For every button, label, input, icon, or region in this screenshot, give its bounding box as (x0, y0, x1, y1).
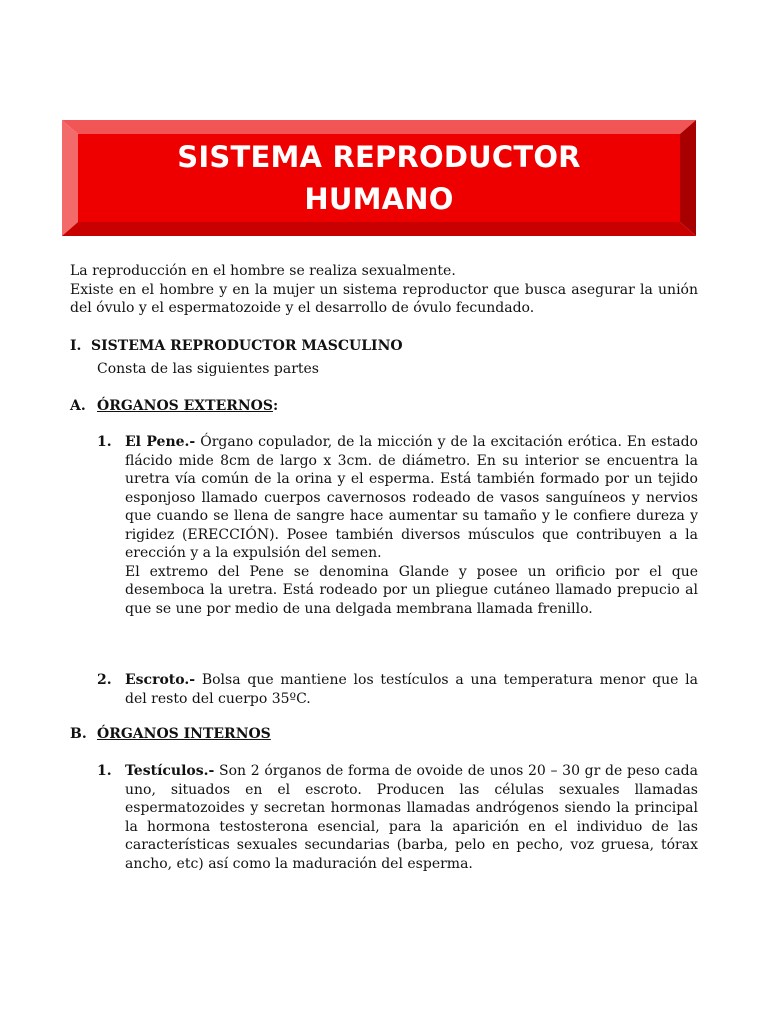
subheading-suffix: : (272, 398, 279, 414)
list-item-body (125, 433, 698, 618)
intro-line-1: La reproducción en el hombre se realiza sexualmente. (70, 263, 456, 279)
list-item-body (125, 671, 698, 708)
list-item-term: Escroto.- (125, 672, 196, 688)
list-item-paragraph (125, 433, 698, 563)
list-item-pene (97, 433, 698, 618)
list-item-testiculos (97, 762, 698, 873)
title-banner (62, 120, 696, 236)
list-item-body (125, 762, 698, 873)
list-item-text: Son 2 órganos de forma de ovoide de unos 20 – 30 gr de peso cada uno, situados en el escroto. Producen las células sexuales llamadas espermatozoides y secretan hormonas llamadas andrógenos siendo la principal la hormona testosterona esencial, para la aparición en el individuo de las características sexuales secundarias (barba, pelo en pecho, voz gruesa, tórax ancho, etc) así como la maduración del esperma. (125, 763, 698, 872)
intro-paragraph (70, 262, 698, 318)
list-item-number: 2. (97, 672, 112, 688)
list-item-number: 1. (97, 434, 112, 450)
page-title-line-2: HUMANO (304, 182, 454, 216)
subheading-organos-externos (70, 397, 278, 416)
list-item-number: 1. (97, 763, 112, 779)
list-item-paragraph (125, 671, 698, 708)
banner-bevel-left (62, 120, 78, 236)
subheading-title: ÓRGANOS INTERNOS (97, 726, 271, 742)
subheading-title: ÓRGANOS EXTERNOS (97, 398, 273, 414)
subheading-organos-internos (70, 725, 271, 744)
page-title (78, 134, 680, 222)
section-heading-masculino (70, 337, 403, 356)
subheading-letter: A. (70, 398, 86, 414)
list-item-paragraph (125, 762, 698, 873)
banner-bevel-bottom (62, 222, 696, 236)
section-number: I. (70, 338, 82, 354)
list-item-term: Testículos.- (125, 763, 215, 779)
section-title: SISTEMA REPRODUCTOR MASCULINO (91, 338, 403, 354)
list-item-term: El Pene.- (125, 434, 196, 450)
section-subtitle: Consta de las siguientes partes (97, 361, 319, 377)
page-title-line-1: SISTEMA REPRODUCTOR (177, 140, 581, 174)
subheading-letter: B. (70, 726, 87, 742)
list-item-escroto (97, 671, 698, 708)
list-item-text: Órgano copulador, de la micción y de la excitación erótica. En estado flácido mide 8cm de largo x 3cm. de diámetro. En su interior se encuentra la uretra vía común de la orina y el esperma. Está también formado por un tejido esponjoso llamado cuerpos cavernosos rodeado de vasos sanguíneos y nervios que cuando se llena de sangre hace aumentar su tamaño y le confiere dureza y rigidez (ERECCIÓN). Posee también diversos músculos que contribuyen a la erección y a la expulsión del semen. (125, 434, 698, 561)
list-item-text: Bolsa que mantiene los testículos a una temperatura menor que la del resto del cuerpo 35ºC. (125, 672, 698, 707)
list-item-paragraph-2: El extremo del Pene se denomina Glande y posee un orificio por el que desemboca la uretra. Está rodeado por un pliegue cutáneo llamado prepucio al que se une por medio de una delgada membrana llamada frenillo. (125, 563, 698, 617)
banner-bevel-right (680, 120, 696, 236)
banner-bevel-top (62, 120, 696, 134)
intro-line-2: Existe en el hombre y en la mujer un sistema reproductor que busca asegurar la unión del óvulo y el espermatozoide y el desarrollo de óvulo fecundado. (70, 281, 698, 316)
